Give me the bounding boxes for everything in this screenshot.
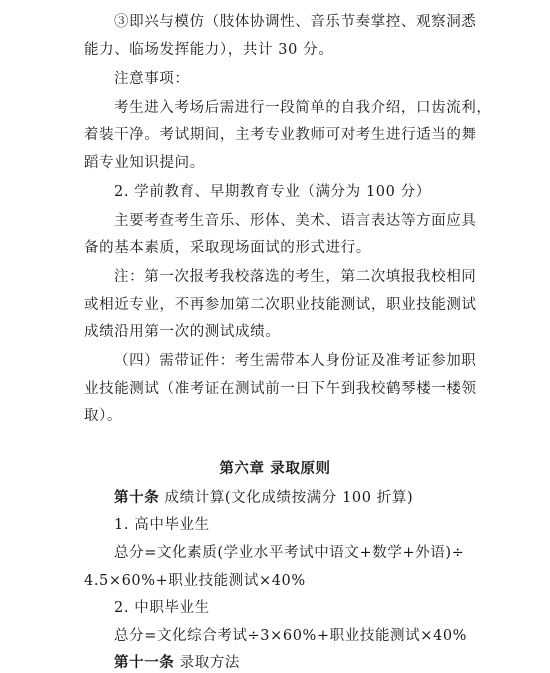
chapter-title: 第六章 录取原则 (219, 461, 331, 477)
paragraph-line: 成绩沿用第一次的测试成绩。 (84, 324, 281, 340)
article-10-text: 成绩计算(文化成绩按满分 100 折算) (159, 490, 414, 506)
formula-high-line: 4.5×60%+职业技能测试×40% (84, 573, 306, 589)
paragraph-line: 注：第一次报考我校落选的考生，第二次填报我校相同 (114, 269, 477, 285)
paragraph-line: 考生进入考场后需进行一段简单的自我介绍，口齿流利， (114, 100, 492, 116)
paragraph-line: 取）。 (84, 408, 123, 424)
formula-vocational: 总分=文化综合考试÷3×60%+职业技能测试×40% (114, 628, 468, 644)
article-11-text: 录取方法 (174, 655, 241, 671)
formula-high-line: 总分=文化素质(学业水平考试中语文+数学+外语)÷ (114, 545, 465, 561)
article-10-label: 第十条 (114, 490, 160, 506)
article-11-label: 第十一条 (114, 655, 175, 671)
paragraph-line: 备的基本素质，采取现场面试的形式进行。 (84, 240, 371, 256)
paragraph-line: 主要考查考生音乐、形体、美术、语言表达等方面应具 (114, 213, 477, 229)
paragraph-line: 能力、临场发挥能力），共计 30 分。 (84, 42, 334, 58)
paragraph-line: （四）需带证件：考生需带本人身份证及准考证参加职 (114, 353, 477, 369)
section-high-school: 1. 高中毕业生 (114, 517, 210, 533)
article-10 (114, 488, 413, 508)
article-11 (114, 653, 240, 673)
paragraph-line: ③即兴与模仿（肢体协调性、音乐节奏掌控、观察洞悉 (114, 14, 477, 30)
paragraph-line: 蹈专业知识提问。 (84, 155, 205, 171)
paragraph-line: 着装干净。考试期间，主考专业教师可对考生进行适当的舞 (84, 127, 477, 143)
section-heading: 2. 学前教育、早期教育专业（满分为 100 分） (114, 184, 431, 200)
notes-heading: 注意事项： (114, 71, 190, 87)
paragraph-line: 或相近专业，不再参加第二次职业技能测试，职业技能测试 (84, 297, 477, 313)
section-vocational: 2. 中职毕业生 (114, 600, 210, 616)
paragraph-line: 业技能测试（准考证在测试前一日下午到我校鹤琴楼一楼领 (84, 381, 477, 397)
